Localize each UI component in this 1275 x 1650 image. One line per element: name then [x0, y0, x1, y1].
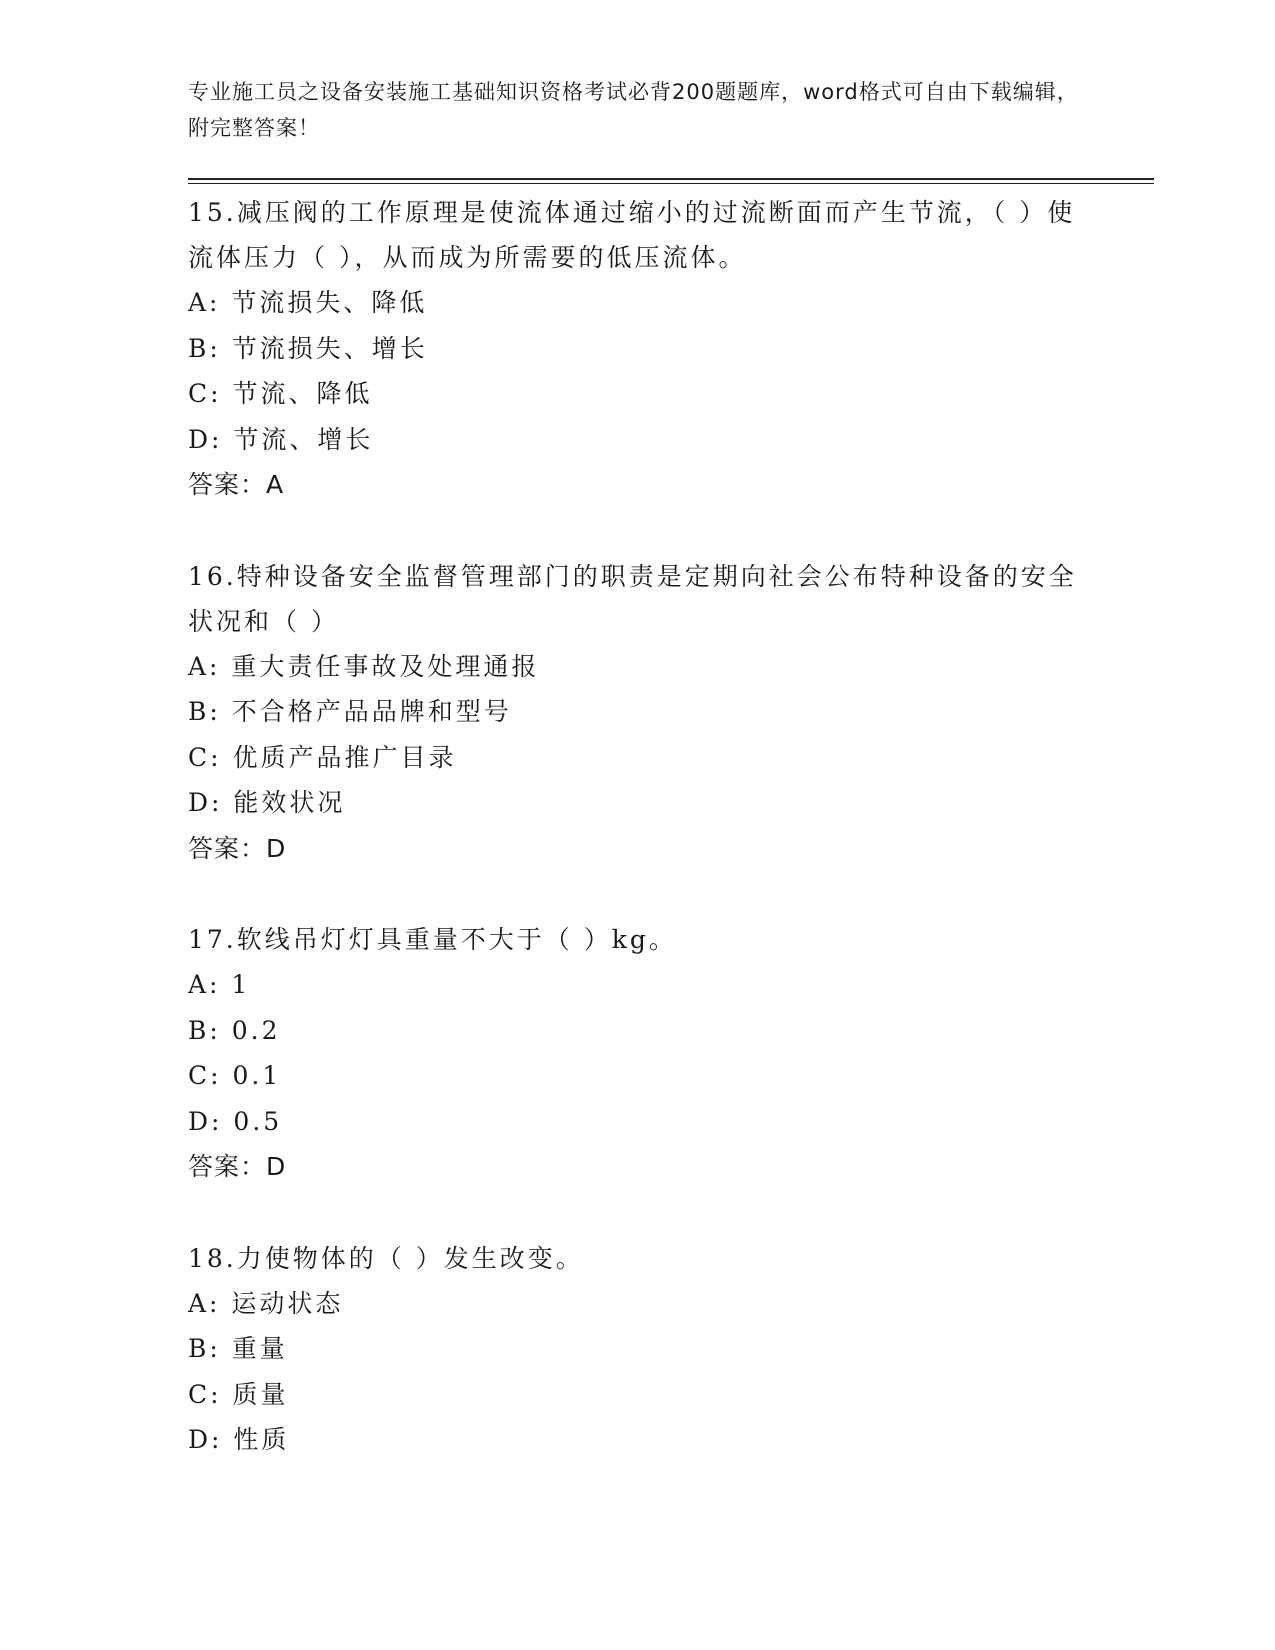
option-b: B: 不合格产品品牌和型号	[188, 697, 512, 726]
option-d: D: 性质	[188, 1425, 290, 1454]
option-d: D: 能效状况	[188, 788, 346, 817]
question-stem: 15.减压阀的工作原理是使流体通过缩小的过流断面而产生节流，（ ）使流体压力（ ），从而成为所需要的低压流体。	[188, 198, 1076, 272]
option-a: A: 节流损失、降低	[188, 288, 428, 317]
option-c: C: 节流、降低	[188, 379, 373, 408]
option-b: B: 节流损失、增长	[188, 333, 428, 363]
answer: 答案：D	[188, 833, 287, 863]
option-a: A: 重大责任事故及处理通报	[188, 651, 540, 681]
question-gap	[188, 1190, 1088, 1236]
document-header: 专业施工员之设备安装施工基础知识资格考试必背200题题库，word格式可自由下载编辑，附完整答案！	[188, 80, 1079, 140]
option-a: A: 运动状态	[188, 1288, 344, 1318]
option-b: B: 0.2	[188, 1015, 281, 1045]
option-a: A: 1	[188, 970, 251, 999]
question-stem: 16.特种设备安全监督管理部门的职责是定期向社会公布特种设备的安全状况和（ ）	[188, 561, 1077, 636]
question-18	[188, 1236, 1088, 1463]
question-gap	[188, 508, 1088, 554]
option-c: C: 优质产品推广目录	[188, 742, 457, 772]
option-b: B: 重量	[188, 1334, 288, 1363]
header-divider-thick	[188, 178, 1154, 180]
option-d: D: 0.5	[188, 1106, 283, 1136]
answer: 答案：D	[188, 1152, 287, 1181]
option-d: D: 节流、增长	[188, 424, 374, 454]
option-c: C: 质量	[188, 1379, 289, 1409]
question-stem: 17.软线吊灯灯具重量不大于（ ）kg。	[188, 925, 677, 954]
header-divider-thin	[188, 183, 1154, 184]
question-15	[188, 190, 1088, 508]
question-gap	[188, 871, 1088, 917]
option-c: C: 0.1	[188, 1061, 282, 1090]
answer: 答案：A	[188, 470, 285, 499]
question-list	[188, 190, 1088, 1463]
question-16	[188, 554, 1088, 872]
question-stem: 18.力使物体的（ ）发生改变。	[188, 1243, 584, 1273]
question-17	[188, 917, 1088, 1190]
